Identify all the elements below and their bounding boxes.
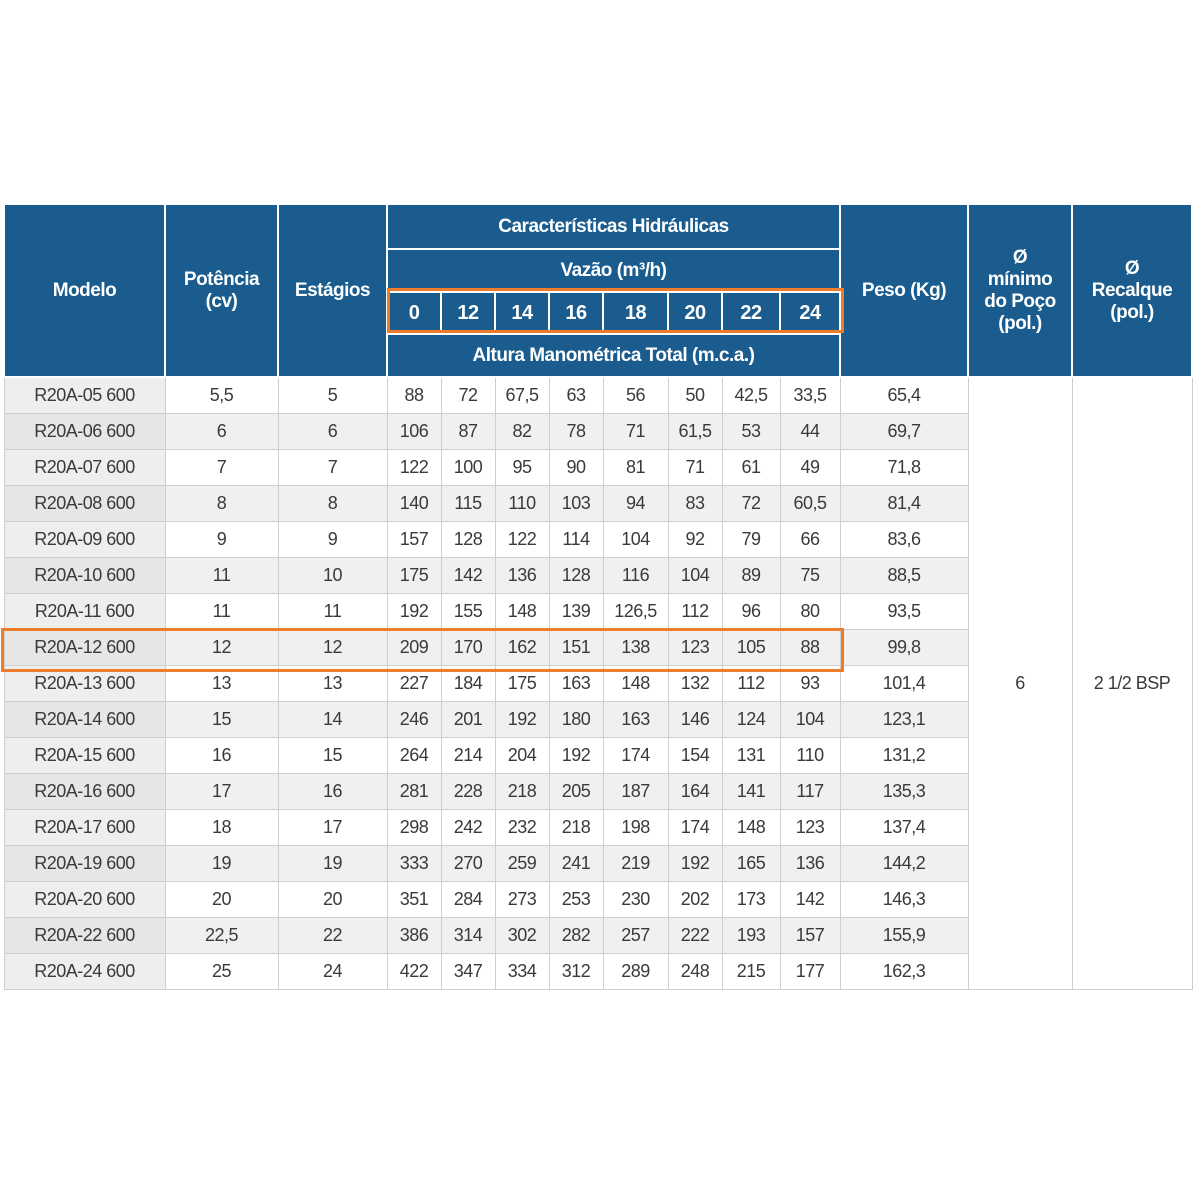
cell-estagios: 14 bbox=[278, 702, 387, 738]
cell-altura: 163 bbox=[603, 702, 668, 738]
cell-altura: 351 bbox=[387, 882, 441, 918]
cell-altura: 122 bbox=[387, 450, 441, 486]
cell-modelo: R20A-22 600 bbox=[4, 918, 165, 954]
cell-potencia: 7 bbox=[165, 450, 278, 486]
cell-altura: 142 bbox=[441, 558, 495, 594]
cell-altura: 205 bbox=[549, 774, 603, 810]
cell-altura: 270 bbox=[441, 846, 495, 882]
cell-peso: 83,6 bbox=[840, 522, 968, 558]
cell-potencia: 17 bbox=[165, 774, 278, 810]
cell-altura: 284 bbox=[441, 882, 495, 918]
cell-altura: 165 bbox=[722, 846, 780, 882]
cell-altura: 82 bbox=[495, 414, 549, 450]
header-modelo: Modelo bbox=[4, 204, 165, 377]
cell-altura: 50 bbox=[668, 377, 722, 414]
cell-potencia: 20 bbox=[165, 882, 278, 918]
cell-peso: 93,5 bbox=[840, 594, 968, 630]
cell-altura: 157 bbox=[387, 522, 441, 558]
cell-altura: 60,5 bbox=[780, 486, 840, 522]
cell-altura: 44 bbox=[780, 414, 840, 450]
cell-peso: 99,8 bbox=[840, 630, 968, 666]
cell-potencia: 11 bbox=[165, 558, 278, 594]
cell-altura: 140 bbox=[387, 486, 441, 522]
cell-potencia: 12 bbox=[165, 630, 278, 666]
cell-altura: 264 bbox=[387, 738, 441, 774]
cell-altura: 61 bbox=[722, 450, 780, 486]
cell-altura: 230 bbox=[603, 882, 668, 918]
cell-peso: 71,8 bbox=[840, 450, 968, 486]
cell-altura: 148 bbox=[722, 810, 780, 846]
cell-altura: 142 bbox=[780, 882, 840, 918]
cell-altura: 126,5 bbox=[603, 594, 668, 630]
cell-altura: 227 bbox=[387, 666, 441, 702]
cell-altura: 228 bbox=[441, 774, 495, 810]
cell-altura: 218 bbox=[495, 774, 549, 810]
cell-modelo: R20A-10 600 bbox=[4, 558, 165, 594]
cell-altura: 154 bbox=[668, 738, 722, 774]
cell-estagios: 16 bbox=[278, 774, 387, 810]
cell-modelo: R20A-07 600 bbox=[4, 450, 165, 486]
cell-modelo: R20A-15 600 bbox=[4, 738, 165, 774]
cell-altura: 219 bbox=[603, 846, 668, 882]
cell-altura: 174 bbox=[603, 738, 668, 774]
cell-estagios: 11 bbox=[278, 594, 387, 630]
cell-altura: 132 bbox=[668, 666, 722, 702]
cell-altura: 151 bbox=[549, 630, 603, 666]
cell-potencia: 5,5 bbox=[165, 377, 278, 414]
cell-altura: 215 bbox=[722, 954, 780, 990]
flow-value-header: 0 bbox=[387, 292, 441, 334]
header-altura: Altura Manométrica Total (m.c.a.) bbox=[387, 334, 840, 377]
cell-altura: 157 bbox=[780, 918, 840, 954]
cell-altura: 257 bbox=[603, 918, 668, 954]
cell-altura: 175 bbox=[495, 666, 549, 702]
flow-value-header: 14 bbox=[495, 292, 549, 334]
cell-altura: 155 bbox=[441, 594, 495, 630]
table-row bbox=[4, 377, 1192, 414]
cell-peso: 81,4 bbox=[840, 486, 968, 522]
cell-altura: 162 bbox=[495, 630, 549, 666]
cell-modelo: R20A-11 600 bbox=[4, 594, 165, 630]
cell-altura: 122 bbox=[495, 522, 549, 558]
cell-altura: 79 bbox=[722, 522, 780, 558]
cell-peso: 162,3 bbox=[840, 954, 968, 990]
cell-potencia: 11 bbox=[165, 594, 278, 630]
cell-altura: 123 bbox=[780, 810, 840, 846]
cell-modelo: R20A-12 600 bbox=[4, 630, 165, 666]
cell-modelo: R20A-24 600 bbox=[4, 954, 165, 990]
cell-altura: 204 bbox=[495, 738, 549, 774]
cell-altura: 123 bbox=[668, 630, 722, 666]
cell-altura: 94 bbox=[603, 486, 668, 522]
cell-altura: 87 bbox=[441, 414, 495, 450]
cell-estagios: 5 bbox=[278, 377, 387, 414]
cell-estagios: 24 bbox=[278, 954, 387, 990]
cell-altura: 187 bbox=[603, 774, 668, 810]
cell-altura: 334 bbox=[495, 954, 549, 990]
cell-peso: 65,4 bbox=[840, 377, 968, 414]
cell-altura: 105 bbox=[722, 630, 780, 666]
cell-altura: 61,5 bbox=[668, 414, 722, 450]
cell-altura: 289 bbox=[603, 954, 668, 990]
cell-estagios: 6 bbox=[278, 414, 387, 450]
cell-altura: 81 bbox=[603, 450, 668, 486]
cell-altura: 110 bbox=[780, 738, 840, 774]
cell-altura: 72 bbox=[441, 377, 495, 414]
cell-altura: 110 bbox=[495, 486, 549, 522]
cell-potencia: 13 bbox=[165, 666, 278, 702]
cell-altura: 146 bbox=[668, 702, 722, 738]
cell-altura: 67,5 bbox=[495, 377, 549, 414]
cell-altura: 66 bbox=[780, 522, 840, 558]
cell-potencia: 9 bbox=[165, 522, 278, 558]
cell-altura: 281 bbox=[387, 774, 441, 810]
header-minimo-poco: Ø mínimo do Poço (pol.) bbox=[968, 204, 1072, 377]
cell-minimo-poco: 6 bbox=[968, 377, 1072, 990]
cell-altura: 192 bbox=[549, 738, 603, 774]
cell-altura: 242 bbox=[441, 810, 495, 846]
cell-peso: 131,2 bbox=[840, 738, 968, 774]
cell-altura: 202 bbox=[668, 882, 722, 918]
cell-modelo: R20A-08 600 bbox=[4, 486, 165, 522]
cell-potencia: 19 bbox=[165, 846, 278, 882]
cell-altura: 49 bbox=[780, 450, 840, 486]
cell-altura: 112 bbox=[668, 594, 722, 630]
cell-peso: 101,4 bbox=[840, 666, 968, 702]
cell-altura: 100 bbox=[441, 450, 495, 486]
cell-altura: 80 bbox=[780, 594, 840, 630]
cell-estagios: 10 bbox=[278, 558, 387, 594]
cell-altura: 136 bbox=[495, 558, 549, 594]
cell-estagios: 15 bbox=[278, 738, 387, 774]
cell-altura: 42,5 bbox=[722, 377, 780, 414]
cell-altura: 88 bbox=[780, 630, 840, 666]
cell-altura: 174 bbox=[668, 810, 722, 846]
cell-peso: 155,9 bbox=[840, 918, 968, 954]
cell-altura: 273 bbox=[495, 882, 549, 918]
cell-potencia: 8 bbox=[165, 486, 278, 522]
cell-estagios: 17 bbox=[278, 810, 387, 846]
cell-altura: 209 bbox=[387, 630, 441, 666]
cell-altura: 192 bbox=[668, 846, 722, 882]
cell-altura: 78 bbox=[549, 414, 603, 450]
cell-altura: 298 bbox=[387, 810, 441, 846]
cell-altura: 128 bbox=[441, 522, 495, 558]
cell-altura: 314 bbox=[441, 918, 495, 954]
cell-estagios: 13 bbox=[278, 666, 387, 702]
cell-altura: 259 bbox=[495, 846, 549, 882]
cell-modelo: R20A-09 600 bbox=[4, 522, 165, 558]
cell-altura: 115 bbox=[441, 486, 495, 522]
cell-estagios: 9 bbox=[278, 522, 387, 558]
cell-altura: 173 bbox=[722, 882, 780, 918]
cell-altura: 71 bbox=[603, 414, 668, 450]
cell-peso: 144,2 bbox=[840, 846, 968, 882]
cell-altura: 164 bbox=[668, 774, 722, 810]
cell-altura: 116 bbox=[603, 558, 668, 594]
cell-altura: 104 bbox=[668, 558, 722, 594]
cell-recalque: 2 1/2 BSP bbox=[1072, 377, 1192, 990]
cell-altura: 75 bbox=[780, 558, 840, 594]
cell-peso: 69,7 bbox=[840, 414, 968, 450]
cell-altura: 222 bbox=[668, 918, 722, 954]
cell-altura: 246 bbox=[387, 702, 441, 738]
cell-modelo: R20A-16 600 bbox=[4, 774, 165, 810]
flow-value-header: 20 bbox=[668, 292, 722, 334]
cell-potencia: 16 bbox=[165, 738, 278, 774]
cell-altura: 106 bbox=[387, 414, 441, 450]
cell-altura: 232 bbox=[495, 810, 549, 846]
cell-modelo: R20A-06 600 bbox=[4, 414, 165, 450]
flow-value-header: 18 bbox=[603, 292, 668, 334]
header-recalque: Ø Recalque (pol.) bbox=[1072, 204, 1192, 377]
cell-altura: 95 bbox=[495, 450, 549, 486]
cell-altura: 198 bbox=[603, 810, 668, 846]
cell-altura: 88 bbox=[387, 377, 441, 414]
cell-altura: 141 bbox=[722, 774, 780, 810]
cell-altura: 33,5 bbox=[780, 377, 840, 414]
cell-altura: 92 bbox=[668, 522, 722, 558]
cell-altura: 201 bbox=[441, 702, 495, 738]
cell-altura: 163 bbox=[549, 666, 603, 702]
header-estagios: Estágios bbox=[278, 204, 387, 377]
header-potencia: Potência (cv) bbox=[165, 204, 278, 377]
cell-altura: 192 bbox=[387, 594, 441, 630]
flow-value-header: 16 bbox=[549, 292, 603, 334]
header-caracteristicas: Características Hidráulicas bbox=[387, 204, 840, 249]
cell-peso: 146,3 bbox=[840, 882, 968, 918]
cell-potencia: 15 bbox=[165, 702, 278, 738]
cell-modelo: R20A-14 600 bbox=[4, 702, 165, 738]
cell-altura: 89 bbox=[722, 558, 780, 594]
flow-value-header: 12 bbox=[441, 292, 495, 334]
cell-altura: 96 bbox=[722, 594, 780, 630]
cell-altura: 184 bbox=[441, 666, 495, 702]
cell-altura: 63 bbox=[549, 377, 603, 414]
cell-altura: 302 bbox=[495, 918, 549, 954]
table-header bbox=[4, 204, 1192, 377]
cell-estagios: 12 bbox=[278, 630, 387, 666]
cell-altura: 148 bbox=[603, 666, 668, 702]
cell-estagios: 7 bbox=[278, 450, 387, 486]
cell-estagios: 22 bbox=[278, 918, 387, 954]
header-peso: Peso (Kg) bbox=[840, 204, 968, 377]
cell-altura: 312 bbox=[549, 954, 603, 990]
cell-altura: 71 bbox=[668, 450, 722, 486]
cell-altura: 53 bbox=[722, 414, 780, 450]
cell-modelo: R20A-20 600 bbox=[4, 882, 165, 918]
pump-spec-table bbox=[3, 203, 1193, 990]
cell-altura: 193 bbox=[722, 918, 780, 954]
cell-altura: 90 bbox=[549, 450, 603, 486]
cell-altura: 131 bbox=[722, 738, 780, 774]
cell-altura: 148 bbox=[495, 594, 549, 630]
cell-altura: 170 bbox=[441, 630, 495, 666]
cell-modelo: R20A-13 600 bbox=[4, 666, 165, 702]
cell-altura: 192 bbox=[495, 702, 549, 738]
cell-peso: 135,3 bbox=[840, 774, 968, 810]
cell-altura: 93 bbox=[780, 666, 840, 702]
cell-altura: 103 bbox=[549, 486, 603, 522]
cell-altura: 128 bbox=[549, 558, 603, 594]
cell-altura: 241 bbox=[549, 846, 603, 882]
cell-peso: 88,5 bbox=[840, 558, 968, 594]
cell-altura: 124 bbox=[722, 702, 780, 738]
cell-altura: 333 bbox=[387, 846, 441, 882]
cell-altura: 218 bbox=[549, 810, 603, 846]
cell-potencia: 25 bbox=[165, 954, 278, 990]
cell-altura: 117 bbox=[780, 774, 840, 810]
cell-modelo: R20A-05 600 bbox=[4, 377, 165, 414]
cell-altura: 104 bbox=[603, 522, 668, 558]
cell-potencia: 22,5 bbox=[165, 918, 278, 954]
cell-altura: 104 bbox=[780, 702, 840, 738]
cell-altura: 175 bbox=[387, 558, 441, 594]
cell-altura: 83 bbox=[668, 486, 722, 522]
cell-altura: 180 bbox=[549, 702, 603, 738]
cell-altura: 386 bbox=[387, 918, 441, 954]
cell-peso: 123,1 bbox=[840, 702, 968, 738]
cell-altura: 139 bbox=[549, 594, 603, 630]
cell-estagios: 19 bbox=[278, 846, 387, 882]
cell-altura: 114 bbox=[549, 522, 603, 558]
cell-altura: 422 bbox=[387, 954, 441, 990]
cell-altura: 138 bbox=[603, 630, 668, 666]
cell-potencia: 18 bbox=[165, 810, 278, 846]
cell-estagios: 20 bbox=[278, 882, 387, 918]
flow-value-header: 24 bbox=[780, 292, 840, 334]
cell-modelo: R20A-19 600 bbox=[4, 846, 165, 882]
cell-altura: 282 bbox=[549, 918, 603, 954]
cell-altura: 214 bbox=[441, 738, 495, 774]
cell-altura: 253 bbox=[549, 882, 603, 918]
cell-altura: 72 bbox=[722, 486, 780, 522]
cell-altura: 177 bbox=[780, 954, 840, 990]
cell-altura: 347 bbox=[441, 954, 495, 990]
cell-modelo: R20A-17 600 bbox=[4, 810, 165, 846]
header-vazao: Vazão (m³/h) bbox=[387, 249, 840, 292]
cell-estagios: 8 bbox=[278, 486, 387, 522]
cell-altura: 248 bbox=[668, 954, 722, 990]
cell-altura: 56 bbox=[603, 377, 668, 414]
cell-potencia: 6 bbox=[165, 414, 278, 450]
cell-altura: 136 bbox=[780, 846, 840, 882]
flow-value-header: 22 bbox=[722, 292, 780, 334]
cell-altura: 112 bbox=[722, 666, 780, 702]
table-body bbox=[4, 377, 1192, 990]
cell-peso: 137,4 bbox=[840, 810, 968, 846]
